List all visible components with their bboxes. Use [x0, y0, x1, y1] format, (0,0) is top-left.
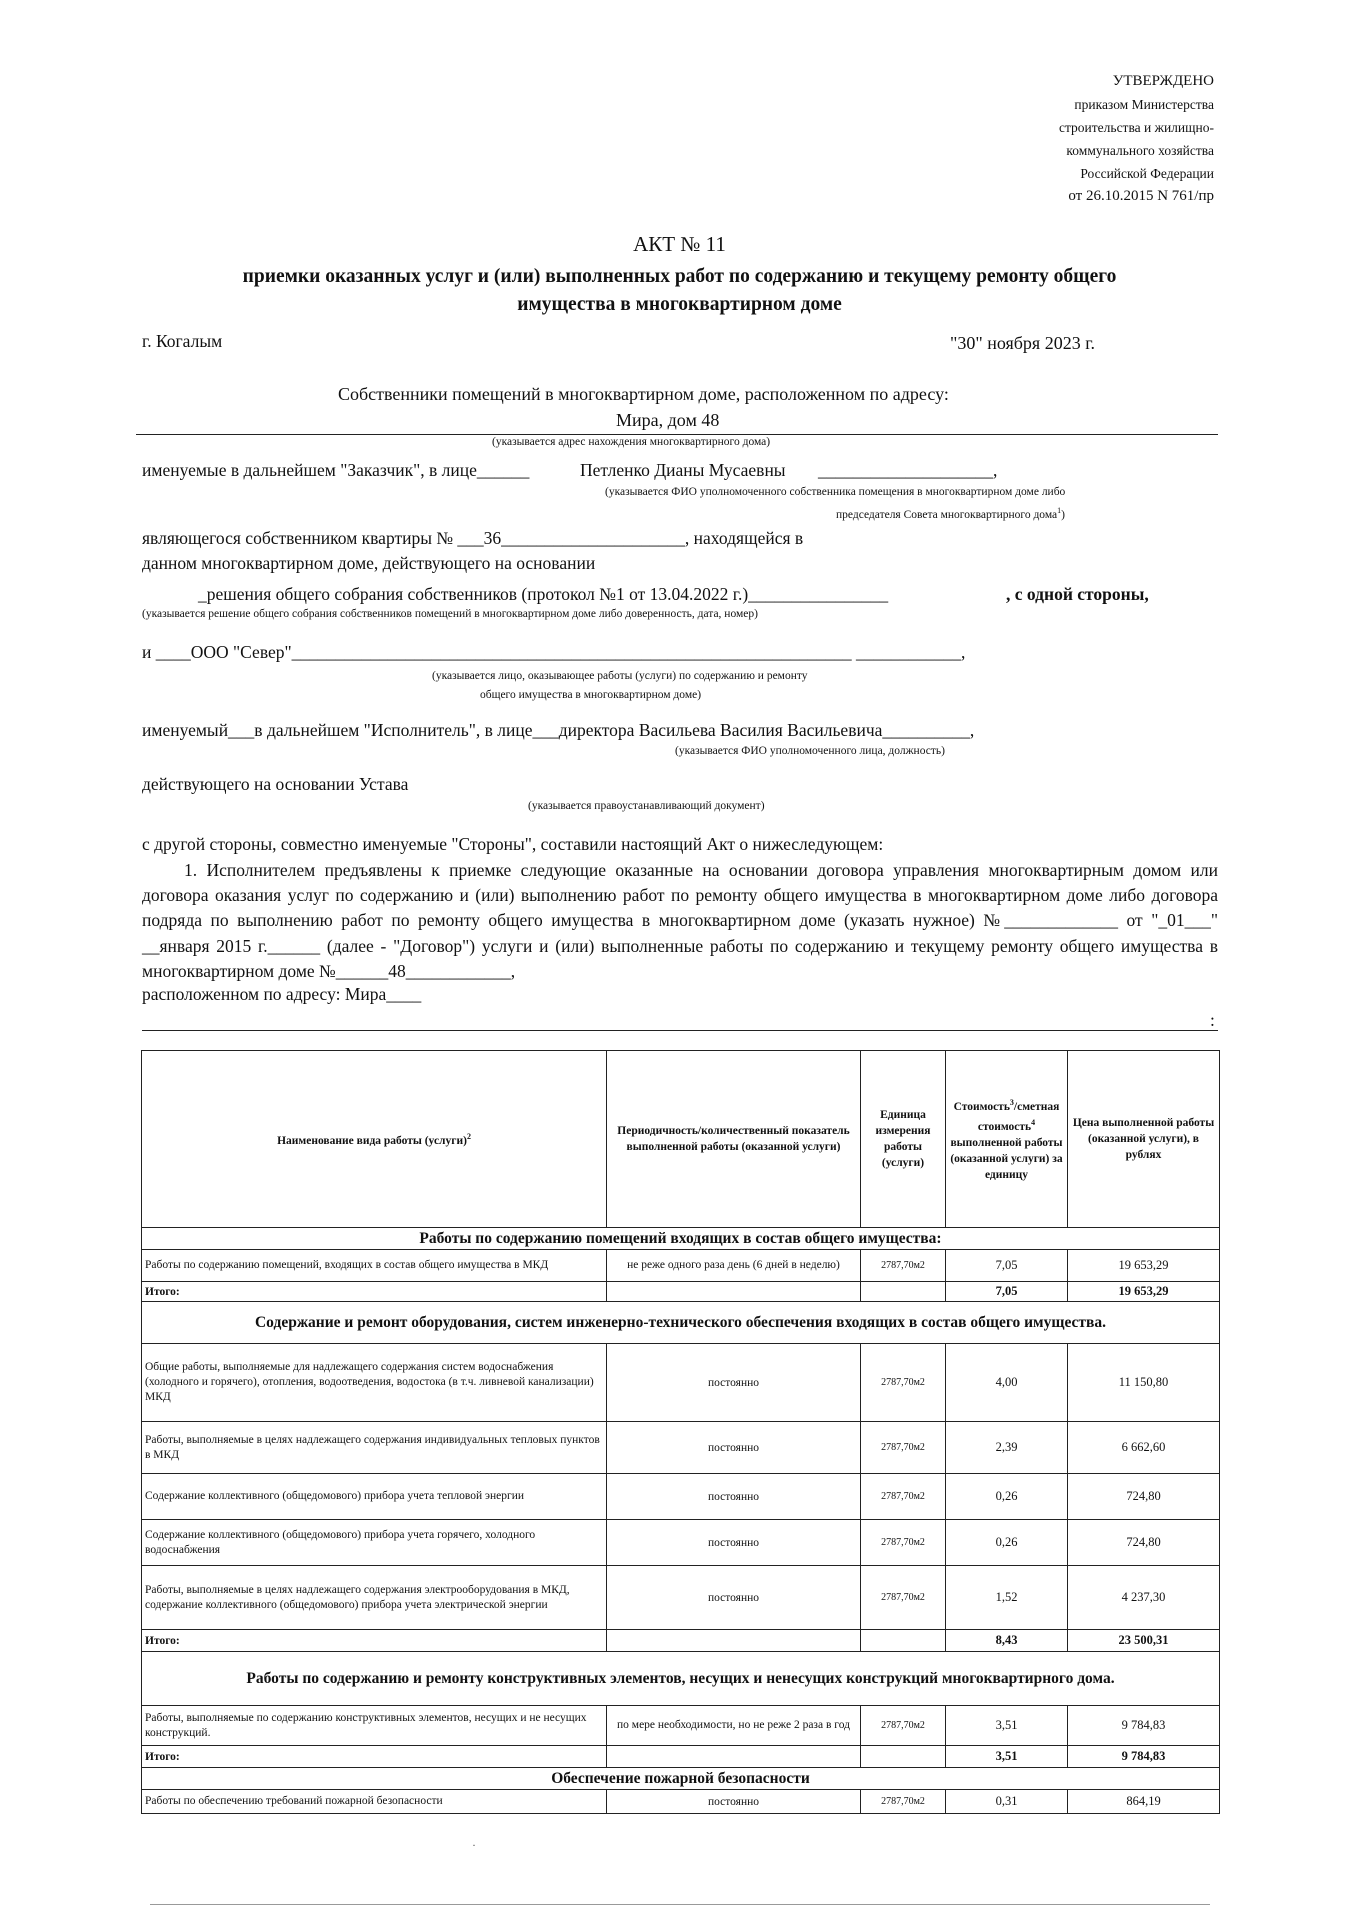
work-name: Содержание коллективного (общедомового) прибора учета горячего, холодного водоснабжения: [142, 1520, 607, 1566]
total-label: Итого:: [142, 1630, 607, 1652]
work-unit: 2787,70м2: [861, 1520, 946, 1566]
work-cost: 4,00: [946, 1344, 1068, 1422]
approved-line: приказом Министерства: [1074, 97, 1214, 112]
work-cost: 3,51: [946, 1706, 1068, 1746]
city: г. Когалым: [142, 331, 223, 351]
act-subtitle: приемки оказанных услуг и (или) выполненных работ по содержанию и текущему ремонту общего: [242, 266, 1117, 287]
work-name: Работы, выполняемые в целях надлежащего содержания индивидуальных тепловых пунктов в МКД: [142, 1422, 607, 1474]
empty-cell: [607, 1282, 861, 1302]
owners-intro: Собственники помещений в многоквартирном доме, расположенном по адресу:: [338, 384, 949, 404]
contractor-hint: (указывается лицо, оказывающее работы (услуги) по содержанию и ремонту: [432, 670, 808, 682]
empty-cell: [861, 1630, 946, 1652]
table-row: [142, 1422, 1220, 1474]
header-cost: Стоимость$^3$/сметная стоимость$^4$ выполненной работы (оказанной услуги) за единицу: [946, 1051, 1068, 1228]
work-unit: 2787,70м2: [861, 1344, 946, 1422]
total-price: 19 653,29: [1068, 1282, 1220, 1302]
work-unit: 2787,70м2: [861, 1790, 946, 1814]
table-row: [142, 1474, 1220, 1520]
customer-prefix: именуемые в дальнейшем "Заказчик", в лице______: [142, 460, 530, 480]
table-header-row: [142, 1051, 1220, 1228]
customer-person: Петленко Дианы Мусаевны: [580, 460, 786, 480]
work-period: постоянно: [607, 1344, 861, 1422]
clause-underline: [142, 1030, 1218, 1031]
header-period: Периодичность/количественный показатель выполненной работы (оказанной услуги): [607, 1051, 861, 1228]
work-unit: 2787,70м2: [861, 1474, 946, 1520]
approved-line: коммунального хозяйства: [1066, 143, 1214, 158]
work-price: 864,19: [1068, 1790, 1220, 1814]
other-side: с другой стороны, совместно именуемые "Стороны", составили настоящий Акт о нижеследующем:: [142, 834, 884, 854]
table-row: [142, 1566, 1220, 1630]
address-hint: (указывается адрес нахождения многоквартирного дома): [492, 436, 771, 448]
total-label: Итого:: [142, 1282, 607, 1302]
person-hint-2: председателя Совета многоквартирного дома$^1$): [836, 506, 1065, 521]
total-row: [142, 1746, 1220, 1768]
empty-cell: [607, 1746, 861, 1768]
customer-person-underline: ____________________,: [818, 460, 998, 480]
work-name: Работы, выполняемые по содержанию конструктивных элементов, несущих и не несущих конструкций.: [142, 1706, 607, 1746]
work-unit: 2787,70м2: [861, 1566, 946, 1630]
work-unit: 2787,70м2: [861, 1706, 946, 1746]
table-row: [142, 1344, 1220, 1422]
header-name: Наименование вида работы (услуги)$^2$: [142, 1051, 607, 1228]
work-period: не реже одного раза день (6 дней в неделю): [607, 1250, 861, 1282]
work-price: 4 237,30: [1068, 1566, 1220, 1630]
section-title: Содержание и ремонт оборудования, систем инженерно-технического обеспечения входящих в состав общего имущества.: [142, 1302, 1220, 1344]
decision-side: , с одной стороны,: [1006, 584, 1149, 604]
decision-line: _решения общего собрания собственников (протокол №1 от 13.04.2022 г.)________________: [198, 584, 889, 604]
work-unit: 2787,70м2: [861, 1250, 946, 1282]
work-name: Работы по содержанию помещений, входящих в состав общего имущества в МКД: [142, 1250, 607, 1282]
total-row: [142, 1282, 1220, 1302]
section-title: Работы по содержанию и ремонту конструктивных элементов, несущих и ненесущих конструкций многоквартирного дома.: [142, 1652, 1220, 1706]
approval-block: [1059, 70, 1214, 208]
work-price: 6 662,60: [1068, 1422, 1220, 1474]
total-row: [142, 1630, 1220, 1652]
empty-cell: [607, 1630, 861, 1652]
work-period: постоянно: [607, 1790, 861, 1814]
act-subtitle-2: имущества в многоквартирном доме: [517, 294, 842, 315]
work-period: постоянно: [607, 1422, 861, 1474]
apartment-line: являющегося собственником квартиры № ___36_____________________, находящейся в: [142, 528, 804, 548]
work-cost: 0,31: [946, 1790, 1068, 1814]
work-cost: 0,26: [946, 1474, 1068, 1520]
clause-colon: :: [1210, 1010, 1215, 1030]
approved-line: Российской Федерации: [1080, 166, 1214, 181]
work-price: 11 150,80: [1068, 1344, 1220, 1422]
clause-1: 1. Исполнителем предъявлены к приемке следующие оказанные на основании договора управления многоквартирным домом или договора оказания услуг по содержанию и (или) выполнению работ по ремонту общего имущества в многоквартирном доме либо договора подряда по выполнению работ по ремонту общего имущества в многоквартирном доме (указать нужное) №_____________ от "_01___" __января 2015 г.______ (далее - "Договор") услуги и (или) выполненные работы по содержанию и текущему ремонту общего имущества в многоквартирном доме №______48____________,: [142, 860, 1218, 981]
address-underline: [136, 434, 1218, 435]
table-row: [142, 1250, 1220, 1282]
work-cost: 0,26: [946, 1520, 1068, 1566]
section-title: Работы по содержанию помещений входящих в состав общего имущества:: [142, 1228, 1220, 1250]
work-period: постоянно: [607, 1474, 861, 1520]
work-cost: 7,05: [946, 1250, 1068, 1282]
total-label: Итого:: [142, 1746, 607, 1768]
section-title: Обеспечение пожарной безопасности: [142, 1768, 1220, 1790]
clause-1-address: расположенном по адресу: Мира____: [142, 984, 422, 1004]
works-table: [141, 1050, 1220, 1814]
contractor-hint-2: общего имущества в многоквартирном доме): [480, 689, 702, 701]
approved-line: строительства и жилищно-: [1059, 120, 1214, 135]
empty-cell: [861, 1282, 946, 1302]
section-row: [142, 1228, 1220, 1250]
total-cost: 3,51: [946, 1746, 1068, 1768]
executor-hint: (указывается ФИО уполномоченного лица, должность): [675, 745, 945, 757]
work-name: Содержание коллективного (общедомового) прибора учета тепловой энергии: [142, 1474, 607, 1520]
work-period: по мере необходимости, но не реже 2 раза в год: [607, 1706, 861, 1746]
work-name: Общие работы, выполняемые для надлежащего содержания систем водоснабжения (холодного и горячего), отопления, водоотведения, водостока (в т.ч. ливневой канализации) МКД: [142, 1344, 607, 1422]
work-unit: 2787,70м2: [861, 1422, 946, 1474]
table-row: [142, 1790, 1220, 1814]
total-cost: 8,43: [946, 1630, 1068, 1652]
section-row: [142, 1302, 1220, 1344]
work-period: постоянно: [607, 1566, 861, 1630]
approved-heading: УТВЕРЖДЕНО: [1112, 73, 1214, 89]
work-price: 9 784,83: [1068, 1706, 1220, 1746]
work-name: Работы по обеспечению требований пожарной безопасности: [142, 1790, 607, 1814]
page-bottom-edge: [150, 1904, 1210, 1905]
contractor-line: и ____ООО "Север"________________________________________________________________ ____________,: [142, 642, 966, 662]
approved-order: от 26.10.2015 N 761/пр: [1068, 188, 1214, 204]
person-hint: (указывается ФИО уполномоченного собственника помещения в многоквартирном доме либо: [605, 486, 1066, 498]
act-date: "30" ноября 2023 г.: [950, 333, 1096, 353]
total-price: 9 784,83: [1068, 1746, 1220, 1768]
section-row: [142, 1652, 1220, 1706]
acting-hint: (указывается правоустанавливающий документ): [528, 800, 765, 812]
section-row: [142, 1768, 1220, 1790]
work-period: постоянно: [607, 1520, 861, 1566]
scan-dot: ·: [472, 1838, 476, 1852]
header-unit: Единица измерения работы (услуги): [861, 1051, 946, 1228]
total-cost: 7,05: [946, 1282, 1068, 1302]
executor-line: именуемый___в дальнейшем "Исполнитель", в лице___директора Васильева Василия Васильевича__________,: [142, 720, 975, 740]
work-price: 724,80: [1068, 1474, 1220, 1520]
table-row: [142, 1520, 1220, 1566]
act-number: АКТ № 11: [633, 232, 726, 256]
work-cost: 1,52: [946, 1566, 1068, 1630]
decision-hint: (указывается решение общего собрания собственников помещений в многоквартирном доме либо доверенность, дата, номер): [142, 608, 758, 620]
total-price: 23 500,31: [1068, 1630, 1220, 1652]
work-price: 724,80: [1068, 1520, 1220, 1566]
acting-basis: действующего на основании Устава: [142, 774, 409, 794]
header-price: Цена выполненной работы (оказанной услуги), в рублях: [1068, 1051, 1220, 1228]
basis-line: данном многоквартирном доме, действующего на основании: [142, 553, 596, 573]
empty-cell: [861, 1746, 946, 1768]
work-name: Работы, выполняемые в целях надлежащего содержания электрооборудования в МКД, содержание коллективного (общедомового) прибора учета электрической энергии: [142, 1566, 607, 1630]
work-price: 19 653,29: [1068, 1250, 1220, 1282]
house-address: Мира, дом 48: [616, 410, 720, 430]
table-row: [142, 1706, 1220, 1746]
work-cost: 2,39: [946, 1422, 1068, 1474]
